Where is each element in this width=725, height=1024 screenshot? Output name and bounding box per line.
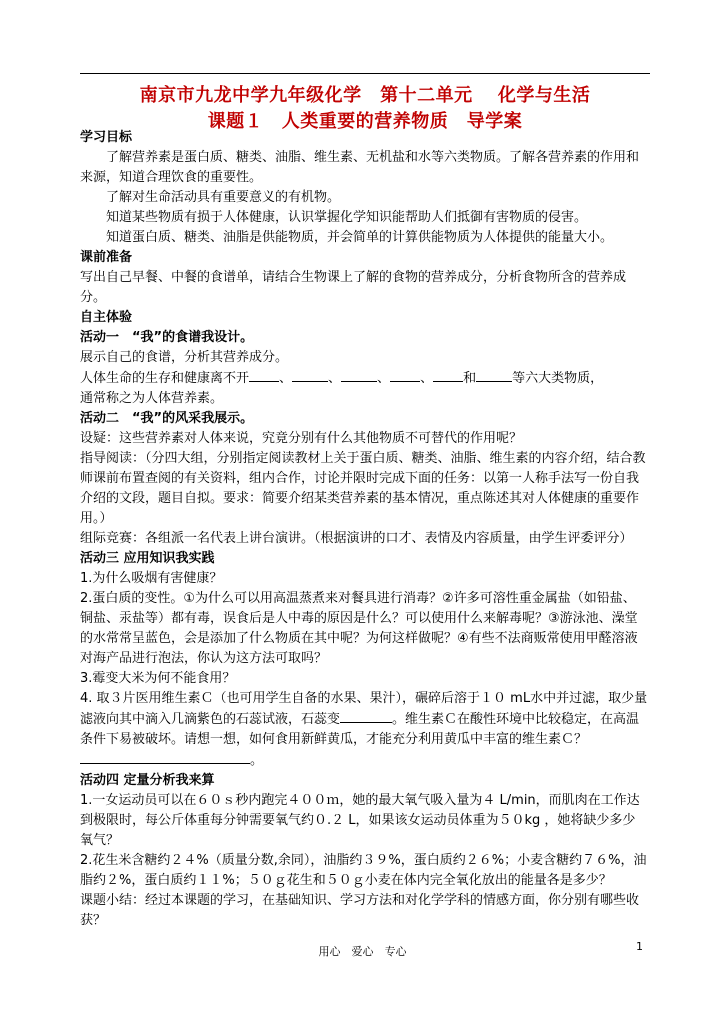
separator: 、 [377,371,391,386]
separator: 、 [328,371,342,386]
activity-1-heading: 活动一 “我”的食谱我设计。 [80,330,254,345]
answer-blank[interactable] [340,709,392,723]
footer-motto: 用心 爱心 专心 [318,945,407,958]
question-text: 4. 取３片医用维生素Ｃ（也可用学生自备的水果、果汁），碾碎后溶于１０ mL水中并过滤，取少量滤液向其中滴入几滴紫色的石蕊试液，石蕊变 [80,691,648,727]
document-body [80,128,648,931]
activity-1-line: 通常称之为人体营养素。 [80,391,224,406]
section-heading-goals: 学习目标 [80,130,133,145]
document-title: 南京市九龙中学九年级化学 第十二单元 化学与生活 [139,85,591,106]
section-heading-prep: 课前准备 [80,250,133,265]
activity-2-question: 设疑：这些营养素对人体来说，究竟分别有什么其他物质不可替代的作用呢？ [80,431,523,446]
fill-text: 等六大类物质， [512,371,604,386]
answer-blank[interactable] [249,368,279,382]
document-subtitle: 课题１ 人类重要的营养物质 导学案 [207,111,523,132]
goal-item: 了解营养素是蛋白质、糖类、油脂、维生素、无机盐和水等六类物质。了解各营养素的作用和来源，知道合理饮食的重要性。 [80,150,640,185]
page-number: 1 [636,940,643,953]
activity-3-question-2: 2.蛋白质的变性。①为什么可以用高温蒸煮来对餐具进行消毒？②许多可溶性重金属盐（如铅盐、铜盐、汞盐等）都有毒，误食后是人中毒的原因是什么？可以使用什么来解毒呢？③游泳池、澡堂的水常常呈蓝色，会是添加了什么物质在其中呢？为何这样做呢？④有些不法商贩常使用甲醛溶液对海产品进行泡法，你认为这方法可取吗？ [80,591,638,666]
and-text: 和 [463,371,477,386]
activity-2-guide: 指导阅读：（分四大组，分别指定阅读教材上关于蛋白质、糖类、油脂、维生素的内容介绍，结合教师课前布置查阅的有关资料，组内合作，讨论并限时完成下面的任务：以第一人称手法写一份自我介绍的文段，题目自拟。要求：简要介绍某类营养素的基本情况，重点陈述其对人体健康的重要作用。） [80,451,646,526]
answer-blank[interactable] [476,368,512,382]
activity-4-question-1: 1.一女运动员可以在６０ｓ秒内跑完４００ｍ，她的最大氧气吸入量为４ L/min，而肌肉在工作达到极限时，每公斤体重每分钟需要氧气约０.２ L，如果该女运动员体重为５０kg ，她将缺少多少氧气？ [80,793,640,848]
answer-blank[interactable] [80,750,250,764]
question-text: 。维生素Ｃ在酸性环境中比较稳定，在高温条件下易被破坏。请想一想，如何食用新鲜黄瓜，才能充分利用黄瓜中丰富的维生素Ｃ？ [80,712,640,747]
fill-text: 人体生命的生存和健康离不开 [80,371,250,386]
goal-item: 知道某些物质有损于人体健康，认识掌握化学知识能帮助人们抵御有害物质的侵害。 [106,210,588,225]
header-rule [80,73,650,74]
activity-1-fill-line [80,368,648,389]
goal-item: 了解对生命活动具有重要意义的有机物。 [106,190,341,205]
activity-3-heading: 活动三 应用知识我实践 [80,551,215,566]
goal-item: 知道蛋白质、糖类、油脂是供能物质，并会简单的计算供能物质为人体提供的能量大小。 [106,230,614,245]
activity-2-heading: 活动二 “我”的风采我展示。 [80,411,254,426]
activity-4-question-2: 2.花生米含糖约２４%（质量分数,余同），油脂约３９%，蛋白质约２６%；小麦含糖约７６%，油脂约２%，蛋白质约１１%；５０ｇ花生和５０ｇ小麦在体内完全氧化放出的能量各是多少？ [80,853,647,888]
activity-3-question-3: 3.霉变大米为何不能食用？ [80,671,236,686]
activity-3-question-1: 1.为什么吸烟有害健康？ [80,571,223,586]
punctuation: 。 [250,753,264,768]
answer-blank[interactable] [341,368,377,382]
answer-blank[interactable] [292,368,328,382]
activity-2-contest: 组际竞赛：各组派一名代表上讲台演讲。（根据演讲的口才、表情及内容质量，由学生评委评分） [80,531,633,546]
separator: 、 [279,371,293,386]
activity-3-question-4 [80,689,648,771]
answer-blank[interactable] [390,368,420,382]
activity-4-heading: 活动四 定量分析我来算 [80,773,215,788]
section-heading-self: 自主体验 [80,310,133,325]
separator: 、 [420,371,434,386]
activity-1-line: 展示自己的食谱，分析其营养成分。 [80,350,289,365]
lesson-summary: 课题小结：经过本课题的学习，在基础知识、学习方法和对化学学科的情感方面，你分别有哪些收获？ [80,893,640,928]
prep-text: 写出自己早餐、中餐的食谱单，请结合生物课上了解的食物的营养成分，分析食物所含的营养成分。 [80,270,627,305]
answer-blank[interactable] [433,368,463,382]
